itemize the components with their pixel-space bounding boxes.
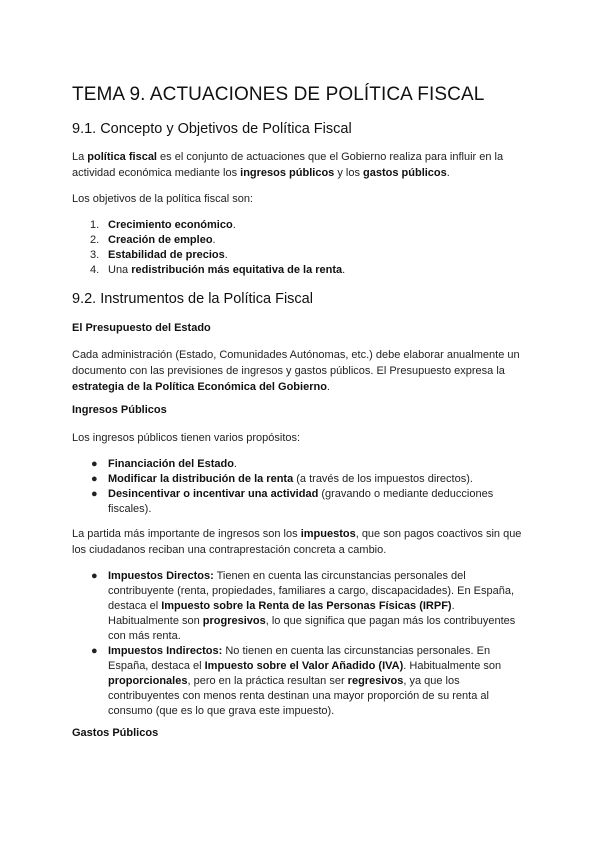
objectives-intro: Los objetivos de la política fiscal son:: [72, 193, 253, 205]
bullet-icon: ●: [91, 473, 98, 485]
list-item: 4. Una redistribución más equitativa de la renta.: [90, 264, 346, 276]
list-item: ● Impuestos Indirectos: No tienen en cuenta las circunstancias personales. En España, destaca el Impuesto sobre el Valor Añadido (IVA). Habitualmente son proporcionales, pero en la práctica resultan ser regresivos, ya que los contribuyentes con menos renta destinan una mayor proporción de su renta al consumo (que es lo que grava este impuesto).: [91, 645, 502, 717]
bullet-icon: ●: [91, 488, 98, 500]
presupuesto-paragraph: Cada administración (Estado, Comunidades Autónomas, etc.) debe elaborar anualmente un documento con las previsiones de ingresos y gastos públicos. El Presupuesto expresa la estrategia de la Política Económica del Gobierno.: [72, 349, 520, 393]
gastos-heading: Gastos Públicos: [72, 727, 159, 739]
bullet-icon: ●: [91, 458, 98, 470]
list-item: 1. Crecimiento económico.: [90, 219, 236, 231]
section-9-1-heading: 9.1. Concepto y Objetivos de Política Fiscal: [72, 121, 352, 137]
fiscal-policy-definition: La política fiscal es el conjunto de actuaciones que el Gobierno realiza para influir en la actividad económica mediante los ingresos públicos y los gastos públicos.: [72, 151, 504, 179]
impuestos-types-list: [72, 569, 528, 719]
ingresos-heading: Ingresos Públicos: [72, 404, 167, 416]
list-item: 3. Estabilidad de precios.: [90, 249, 228, 261]
ingresos-purposes-list: [72, 457, 528, 517]
page-title: TEMA 9. ACTUACIONES DE POLÍTICA FISCAL: [72, 84, 485, 105]
objectives-list: [72, 218, 528, 278]
list-item: ● Desincentivar o incentivar una actividad (gravando o mediante deducciones fiscales).: [91, 488, 494, 515]
bullet-icon: ●: [91, 570, 98, 582]
list-item: ● Impuestos Directos: Tienen en cuenta las circunstancias personales del contribuyente (renta, propiedades, familiares a cargo, discapacidades). En España, destaca el Impuesto sobre la Renta de las Personas Físicas (IRPF). Habitualmente son progresivos, lo que significa que pagan más los contribuyentes con más renta.: [91, 570, 516, 642]
presupuesto-heading: El Presupuesto del Estado: [72, 322, 211, 334]
list-item: ● Financiación del Estado.: [91, 458, 237, 470]
list-item: 2. Creación de empleo.: [90, 234, 216, 246]
list-item: ● Modificar la distribución de la renta (a través de los impuestos directos).: [91, 473, 473, 485]
ingresos-intro: Los ingresos públicos tienen varios propósitos:: [72, 432, 301, 444]
bullet-icon: ●: [91, 645, 98, 657]
impuestos-paragraph: La partida más importante de ingresos son los impuestos, que son pagos coactivos sin que los ciudadanos reciban una contraprestación concreta a cambio.: [72, 528, 522, 556]
section-9-2-heading: 9.2. Instrumentos de la Política Fiscal: [72, 291, 313, 307]
